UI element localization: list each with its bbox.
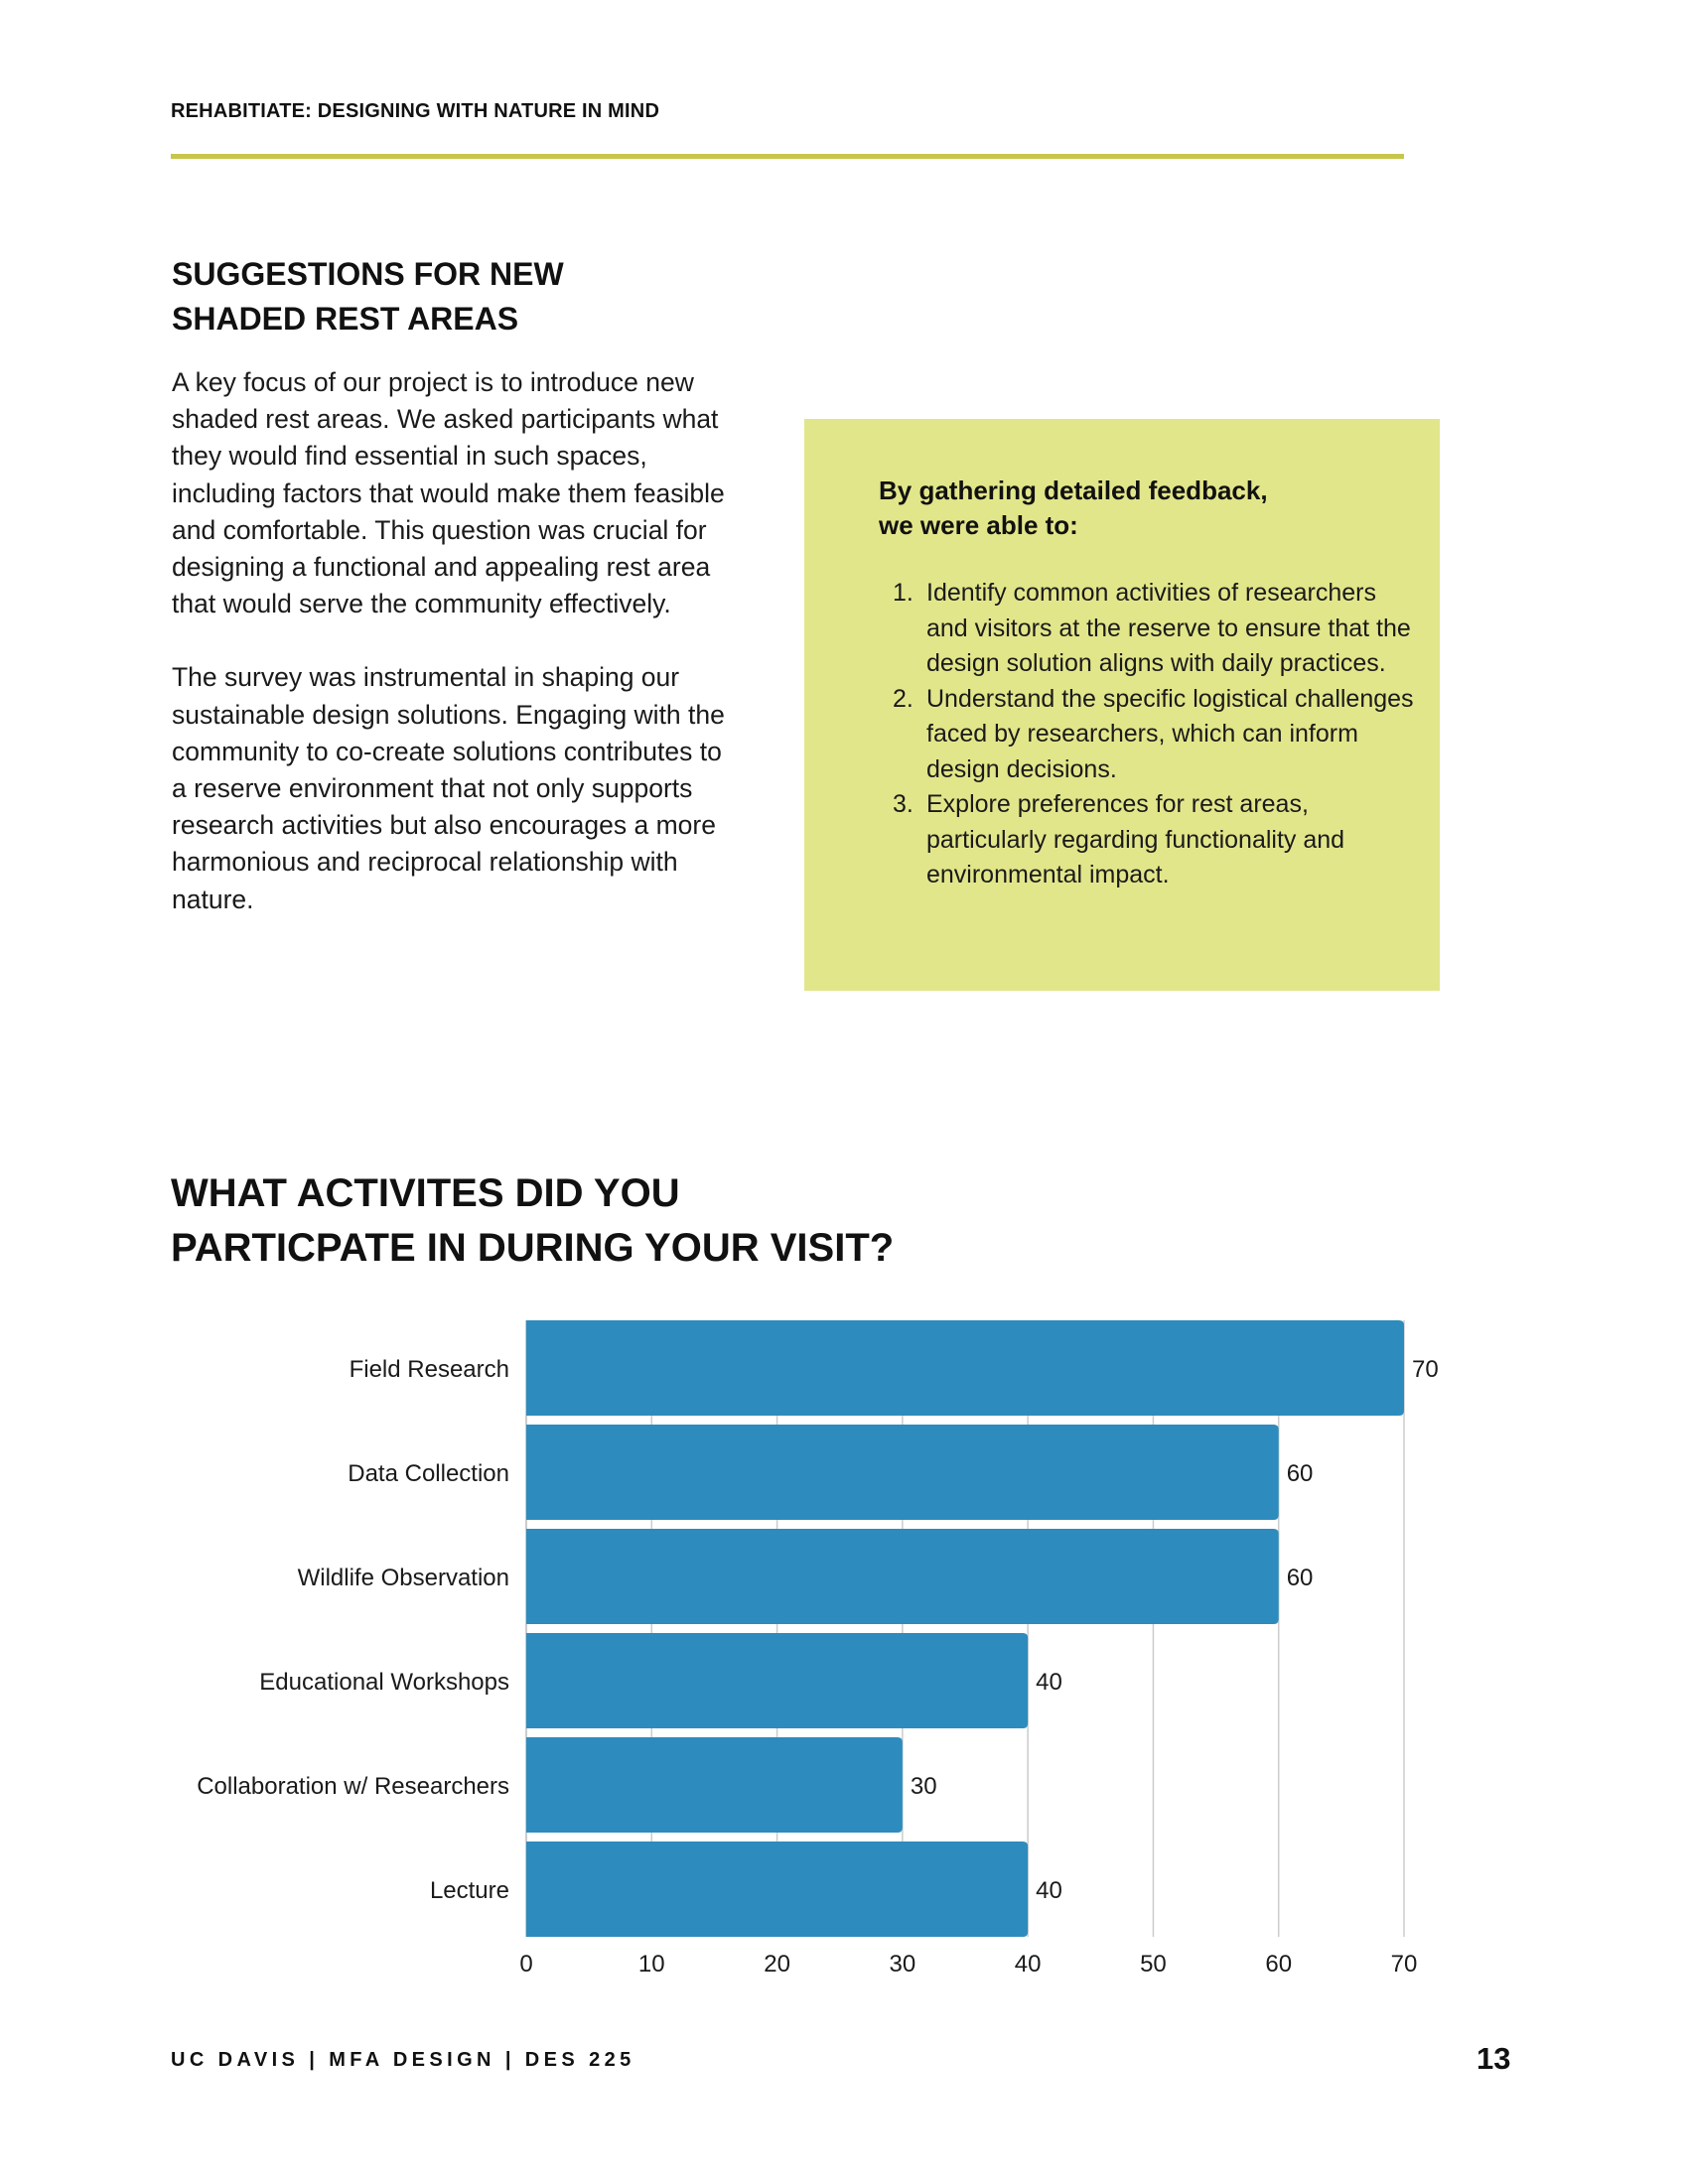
list-item-text: Explore preferences for rest areas, particularly regarding functionality and environmental impact. [926, 790, 1345, 888]
chart-heading-line-2: PARTICPATE IN DURING YOUR VISIT? [171, 1226, 895, 1270]
section-heading-line-1: SUGGESTIONS FOR NEW [172, 256, 564, 292]
bar [526, 1529, 1279, 1624]
x-tick-label: 20 [764, 1951, 790, 1978]
value-label: 30 [910, 1773, 937, 1800]
list-number: 1. [893, 579, 914, 607]
category-label: Educational Workshops [259, 1669, 509, 1696]
bar [526, 1320, 1404, 1416]
running-header: REHABITIATE: DESIGNING WITH NATURE IN MIND [171, 100, 660, 122]
category-label: Data Collection [348, 1460, 509, 1487]
bar [526, 1842, 1028, 1937]
x-tick-label: 70 [1390, 1951, 1418, 1978]
callout-title-line-1: By gathering detailed feedback, [879, 476, 1268, 505]
section-heading-line-2: SHADED REST AREAS [172, 301, 519, 337]
x-tick-label: 50 [1140, 1951, 1167, 1978]
paragraph-2: The survey was instrumental in shaping our sustainable design solutions. Engaging with the community to co-create solutions contributes to a reserve environment that not only supports research activities but also encourages a more harmonious and reciprocal relationship with nature. [172, 662, 725, 914]
list-item-text: Understand the specific logistical challenges faced by researchers, which can inform design decisions. [926, 684, 1414, 783]
bar [526, 1633, 1028, 1728]
category-label: Collaboration w/ Researchers [197, 1773, 509, 1800]
category-label: Lecture [429, 1877, 509, 1904]
footer-course-label: UC DAVIS | MFA DESIGN | DES 225 [171, 2049, 635, 2071]
value-label: 60 [1286, 1460, 1314, 1487]
bar [526, 1425, 1279, 1520]
paragraph-1: A key focus of our project is to introduce new shaded rest areas. We asked participants what they would find essential in such spaces, including factors that would make them feasible and comfortable. This question was crucial for designing a functional and appealing rest area that would serve the community effectively. [172, 367, 725, 619]
list-number: 2. [893, 684, 914, 713]
category-label: Field Research [349, 1356, 509, 1383]
callout-title-line-2: we were able to: [879, 510, 1078, 540]
x-tick-label: 30 [889, 1951, 916, 1978]
x-tick-label: 40 [1014, 1951, 1042, 1978]
x-tick-label: 10 [637, 1951, 665, 1978]
bar [526, 1737, 903, 1833]
chart-heading-line-1: WHAT ACTIVITES DID YOU [171, 1171, 680, 1215]
x-tick-label: 60 [1265, 1951, 1293, 1978]
x-tick-label: 0 [519, 1951, 533, 1978]
list-number: 3. [893, 790, 914, 818]
value-label: 40 [1036, 1877, 1062, 1904]
category-label: Wildlife Observation [297, 1565, 509, 1591]
page-number: 13 [1477, 2041, 1511, 2076]
value-label: 70 [1412, 1356, 1439, 1383]
list-item-text: Identify common activities of researchers and visitors at the reserve to ensure that the design solution aligns with daily practices. [926, 579, 1411, 677]
value-label: 60 [1286, 1565, 1314, 1591]
value-label: 40 [1036, 1669, 1062, 1696]
